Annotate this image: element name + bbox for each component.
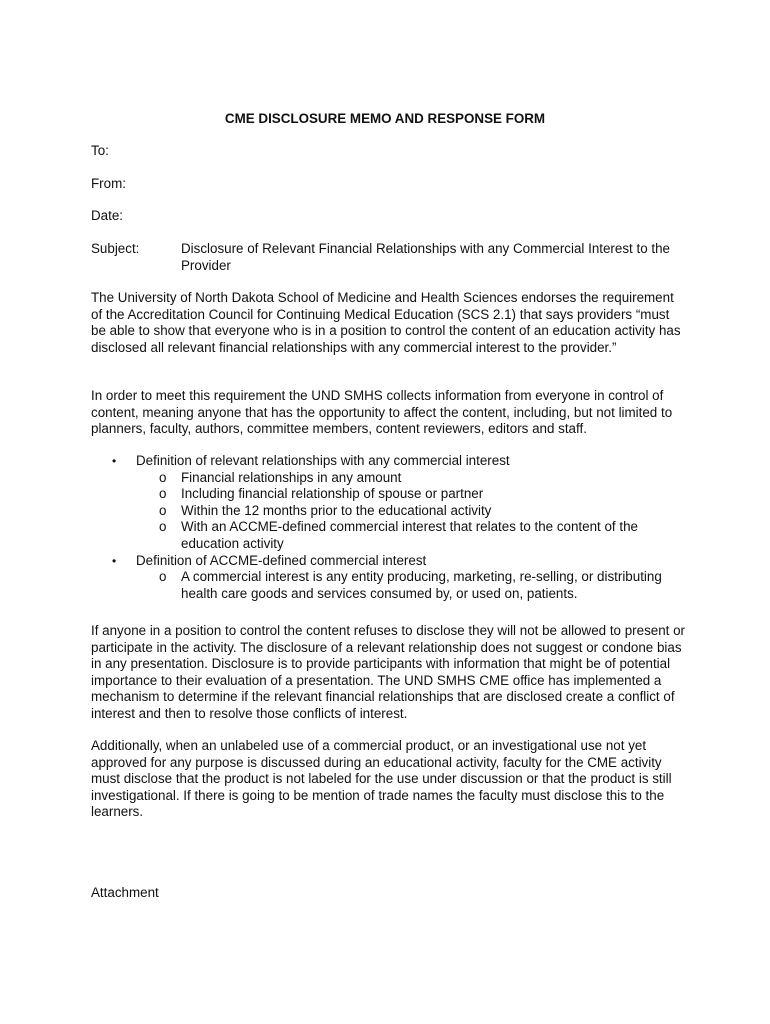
list-item-label: Definition of relevant relationships with any commercial interest	[136, 453, 510, 468]
document-title: CME DISCLOSURE MEMO AND RESPONSE FORM	[224, 111, 546, 126]
paragraph-unlabeled-use: Additionally, when an unlabeled use of a commercial product, or an investigational use not yet approved for any purpose is discussed during an educational activity, faculty for the CME activity must disclose that the product is not labeled for the use under discussion or that the product is still investigational. If there is going to be mention of trade names the faculty must disclose this to the learners.	[91, 738, 672, 820]
paragraph-refusal: If anyone in a position to control the content refuses to disclose they will not be allowed to present or participate in the activity. The disclosure of a relevant relationship does not suggest or condone bias in any presentation. Disclosure is to provide participants with information that might be of potential importance to their evaluation of a presentation. The UND SMHS CME office has implemented a mechanism to determine if the relevant financial relationships that are disclosed create a conflict of interest and then to resolve those conflicts of interest.	[91, 623, 686, 721]
subject-label: Subject:	[91, 241, 140, 256]
sub-bullet-icon: o	[159, 469, 167, 485]
subject-text: Disclosure of Relevant Financial Relationships with any Commercial Interest to the Provider	[181, 241, 670, 273]
sub-list-item-label: Financial relationships in any amount	[181, 469, 402, 485]
list-item	[91, 553, 691, 603]
list-item-label: Definition of ACCME-defined commercial interest	[136, 552, 427, 568]
sub-list-item-label: Including financial relationship of spouse or partner	[181, 486, 484, 502]
sub-list-item	[136, 486, 691, 503]
attachment-label: Attachment	[91, 885, 159, 900]
sub-list-item	[136, 470, 691, 487]
sub-list-item-label: Within the 12 months prior to the educational activity	[181, 502, 492, 518]
from-field: From:	[91, 176, 126, 191]
sub-list-item	[136, 519, 691, 552]
to-field: To:	[91, 143, 109, 158]
sub-bullet-icon: o	[159, 502, 167, 518]
sub-list-item-label: A commercial interest is any entity producing, marketing, re-selling, or distributing health care goods and services consumed by, or used on, patients.	[181, 569, 662, 601]
sub-bullet-icon: o	[159, 569, 167, 585]
bullet-icon: •	[112, 553, 117, 568]
paragraph-requirement: In order to meet this requirement the UND SMHS collects information from everyone in control of content, meaning anyone that has the opportunity to affect the content, including, but not limited to planners, faculty, authors, committee members, content reviewers, editors and staff.	[91, 388, 673, 437]
sub-list-item-label: With an ACCME-defined commercial interest that relates to the content of the education activity	[181, 519, 638, 551]
paragraph-accreditation: The University of North Dakota School of Medicine and Health Sciences endorses the requirement of the Accreditation Council for Continuing Medical Education (SCS 2.1) that says providers “must be able to show that everyone who is in a position to control the content of an education activity has disclosed all relevant financial relationships with any commercial interest to the provider.”	[91, 290, 681, 355]
sub-list-item	[136, 569, 691, 602]
sub-bullet-icon: o	[159, 486, 167, 502]
sub-bullet-icon: o	[159, 519, 167, 535]
definitions-list	[91, 453, 691, 602]
sub-list-item	[136, 503, 691, 520]
sub-list	[136, 470, 691, 553]
bullet-icon: •	[112, 454, 117, 468]
sub-list	[136, 569, 691, 602]
date-field: Date:	[91, 208, 124, 223]
list-item	[91, 453, 691, 553]
